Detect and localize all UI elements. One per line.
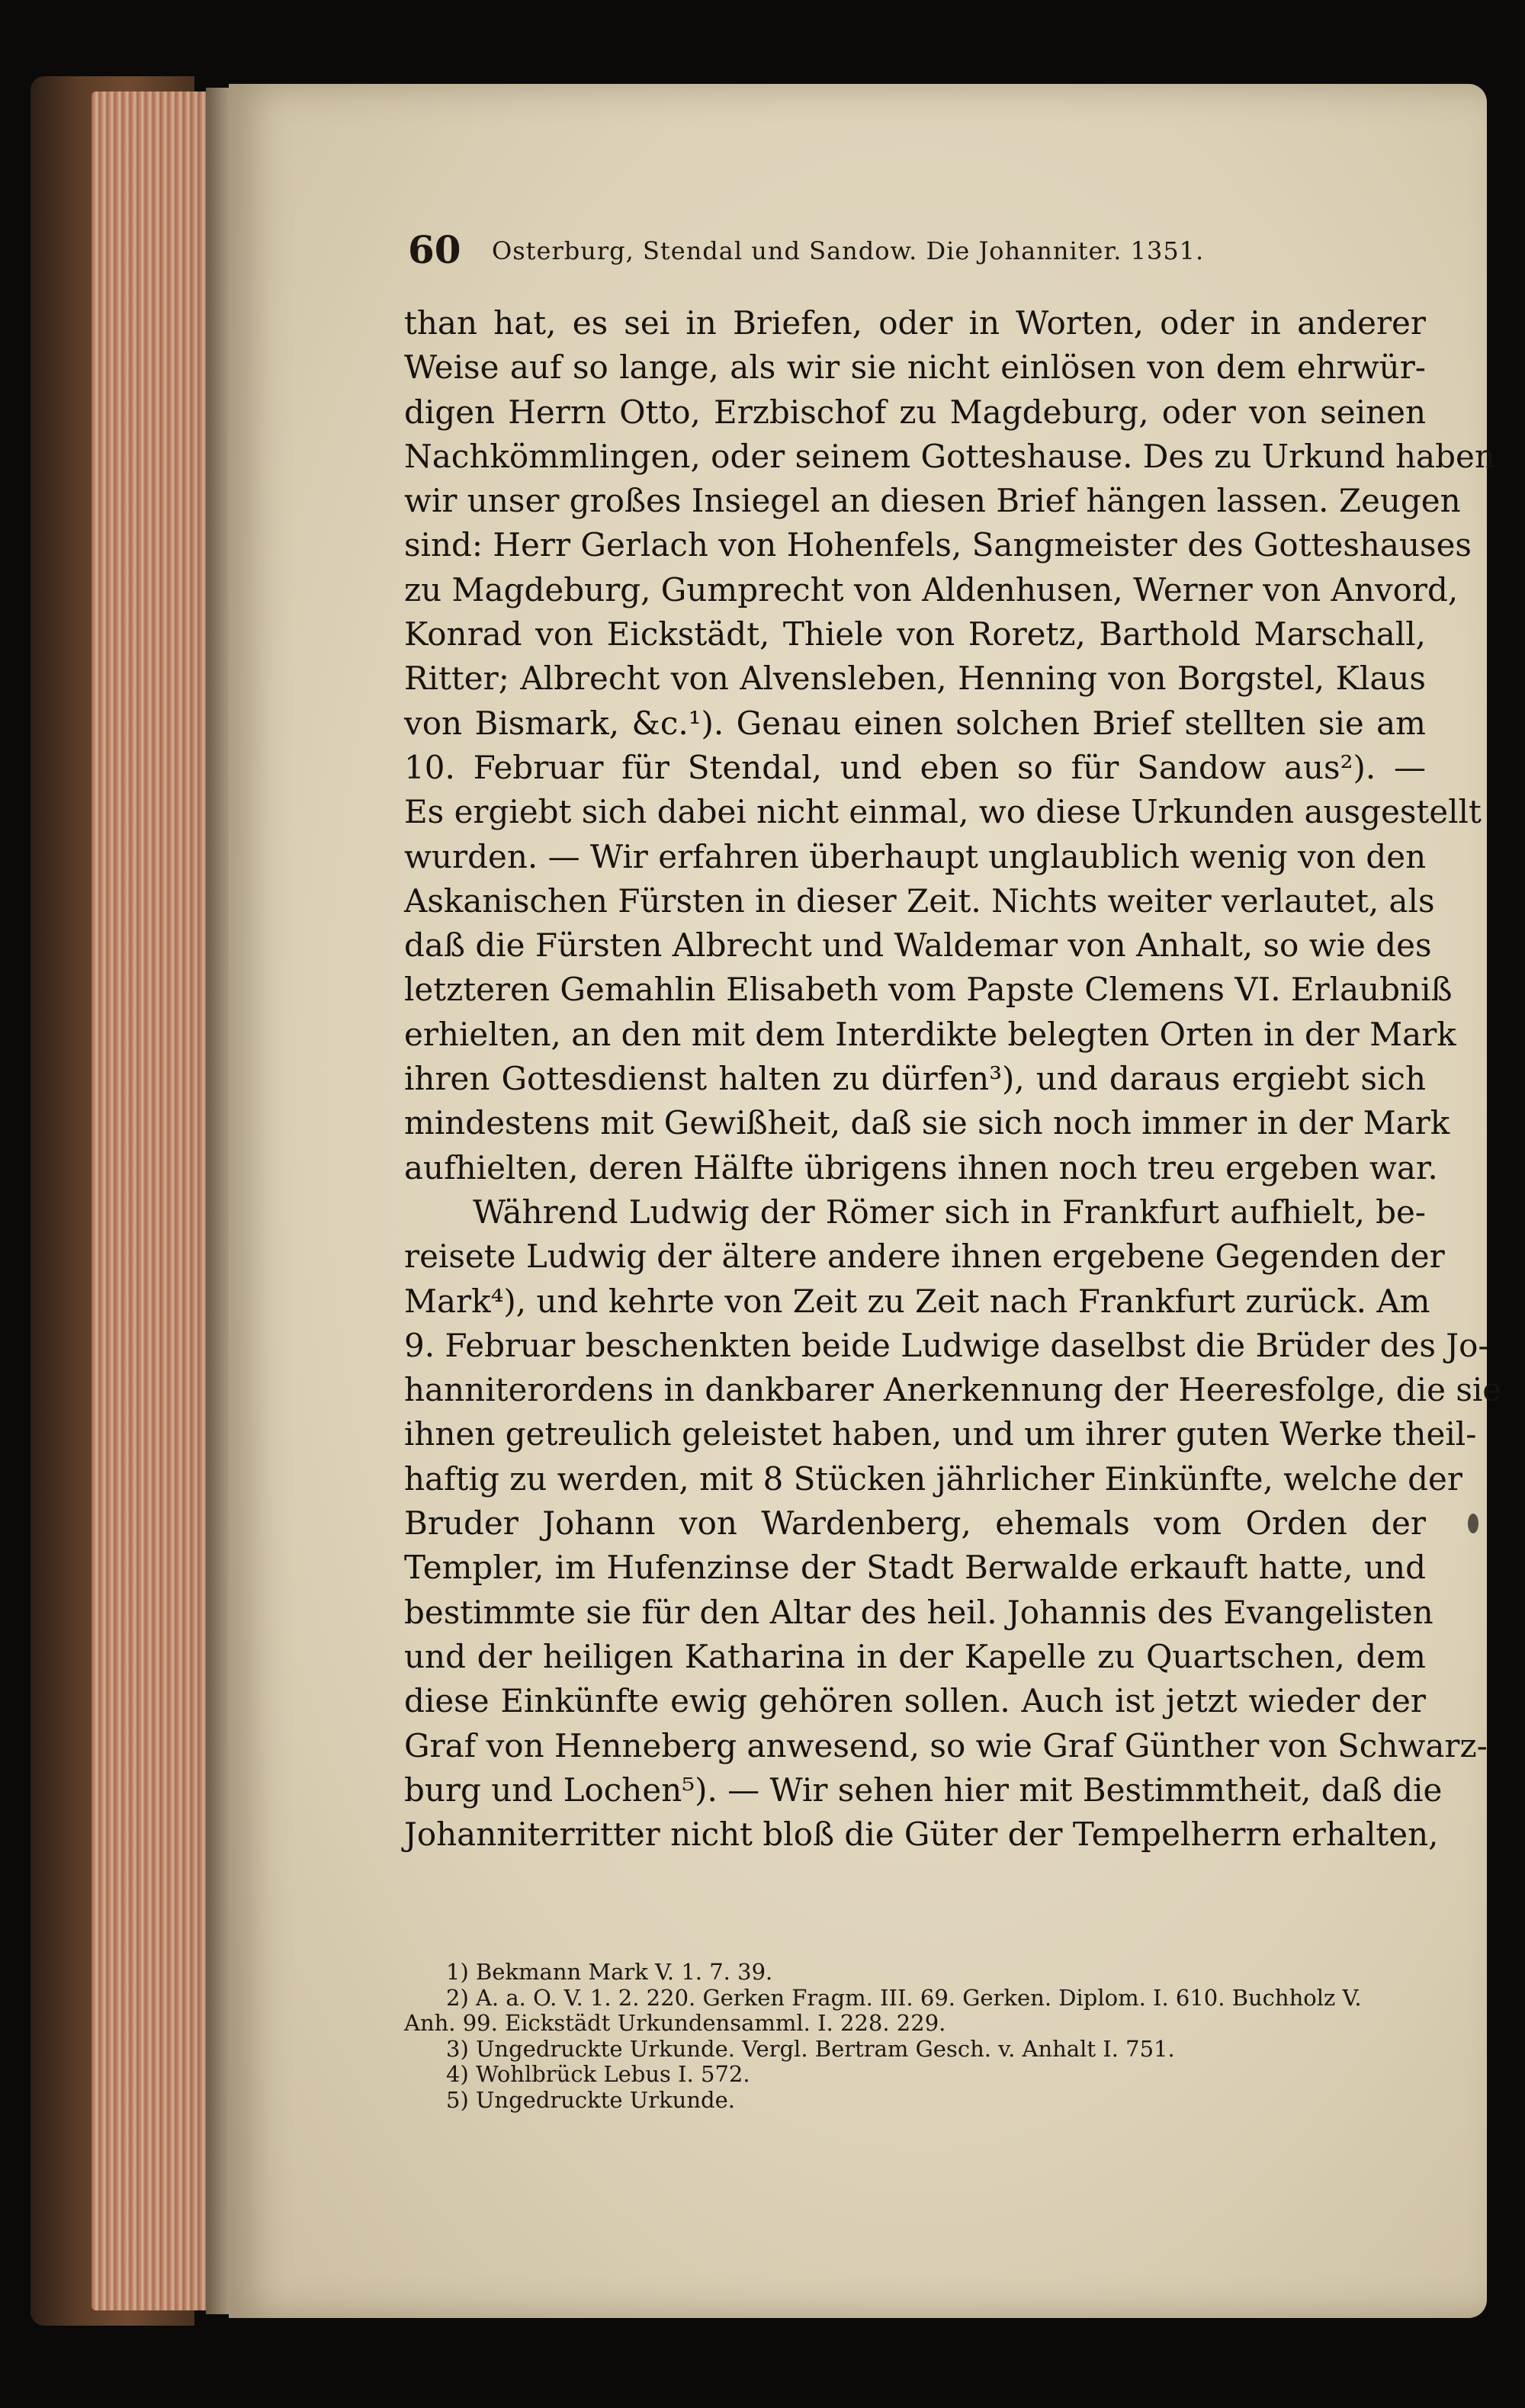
footnotes <box>404 1960 1418 2113</box>
text-line: hanniterordens in dankbarer Anerkennung der Heeresfolge, die sie <box>404 1371 1502 1409</box>
footnote: 2) A. a. O. V. 1. 2. 220. Gerken Fragm. III. 69. Gerken. Diplom. I. 610. Buchholz V. <box>446 1984 1362 2011</box>
text-line: mindestens mit Gewißheit, daß sie sich noch immer in der Mark <box>404 1104 1450 1142</box>
text-line: sind: Herr Gerlach von Hohenfels, Sangmeister des Gotteshauses <box>404 526 1472 564</box>
running-title: Osterburg, Stendal und Sandow. Die Johanniter. 1351. <box>492 236 1205 265</box>
text-line: than hat, es sei in Briefen, oder in Worten, oder in anderer <box>404 304 1426 342</box>
text-line: haftig zu werden, mit 8 Stücken jährlicher Einkünfte, welche der <box>404 1459 1462 1498</box>
text-line: daß die Fürsten Albrecht und Waldemar von Anhalt, so wie des <box>404 926 1432 965</box>
text-line: bestimmte sie für den Altar des heil. Johannis des Evangelisten <box>404 1593 1434 1631</box>
text-line: ihren Gottesdienst halten zu dürfen³), und daraus ergiebt sich <box>404 1060 1426 1098</box>
text-line: 10. Februar für Stendal, und eben so für Sandow aus²). — <box>404 748 1426 786</box>
text-line: erhielten, an den mit dem Interdikte belegten Orten in der Mark <box>404 1015 1456 1053</box>
footnote: 3) Ungedruckte Urkunde. Vergl. Bertram Gesch. v. Anhalt I. 751. <box>446 2035 1175 2062</box>
text-line: wir unser großes Insiegel an diesen Brief hängen lassen. Zeugen <box>404 482 1461 520</box>
text-line: Askanischen Fürsten in dieser Zeit. Nichts weiter verlautet, als <box>404 881 1435 920</box>
footnote-continuation: Anh. 99. Eickstädt Urkundensamml. I. 228. 229. <box>404 2010 946 2036</box>
page-edges <box>92 92 221 2310</box>
page-header <box>408 227 1422 273</box>
footnote: 5) Ungedruckte Urkunde. <box>446 2086 735 2113</box>
text-line: reisete Ludwig der ältere andere ihnen ergebene Gegenden der <box>404 1238 1445 1276</box>
text-line-paragraph-start: Während Ludwig der Römer sich in Frankfurt aufhielt, be- <box>473 1193 1426 1231</box>
text-line: diese Einkünfte ewig gehören sollen. Auch ist jetzt wieder der <box>404 1682 1426 1720</box>
text-line: Templer, im Hufenzinse der Stadt Berwalde erkauft hatte, und <box>404 1549 1426 1587</box>
text-line: Bruder Johann von Wardenberg, ehemals vom Orden der <box>404 1504 1426 1543</box>
text-line: Graf von Henneberg anwesend, so wie Graf Günther von Schwarz- <box>404 1726 1488 1764</box>
text-line: Johanniterritter nicht bloß die Güter der Tempelherrn erhalten, <box>404 1816 1439 1854</box>
text-line: Nachkömmlingen, oder seinem Gotteshause. Des zu Urkund haben <box>404 437 1495 475</box>
text-line: burg und Lochen⁵). — Wir sehen hier mit Bestimmtheit, daß die <box>404 1771 1443 1809</box>
page-number: 60 <box>408 227 461 272</box>
text-line: von Bismark, &c.¹). Genau einen solchen Brief stellten sie am <box>404 704 1426 742</box>
text-line: Ritter; Albrecht von Alvensleben, Henning von Borgstel, Klaus <box>404 660 1426 698</box>
footnote: 1) Bekmann Mark V. 1. 7. 39. <box>446 1959 773 1985</box>
text-line: digen Herrn Otto, Erzbischof zu Magdeburg, oder von seinen <box>404 393 1426 431</box>
footnote: 4) Wohlbrück Lebus I. 572. <box>446 2061 750 2087</box>
text-line: Weise auf so lange, als wir sie nicht einlösen von dem ehrwür- <box>404 348 1426 387</box>
text-line: 9. Februar beschenkten beide Ludwige daselbst die Brüder des Jo- <box>404 1326 1489 1364</box>
text-line: letzteren Gemahlin Elisabeth vom Papste Clemens VI. Erlaubniß <box>404 971 1453 1009</box>
text-line: ihnen getreulich geleistet haben, und um ihrer guten Werke theil- <box>404 1415 1477 1453</box>
text-line: Konrad von Eickstädt, Thiele von Roretz, Barthold Marschall, <box>404 615 1426 653</box>
body-text <box>404 301 1502 1857</box>
text-line: wurden. — Wir erfahren überhaupt unglaublich wenig von den <box>404 837 1427 875</box>
page-mark <box>1468 1514 1478 1533</box>
text-line: aufhielten, deren Hälfte übrigens ihnen noch treu ergeben war. <box>404 1148 1438 1186</box>
text-line: und der heiligen Katharina in der Kapelle zu Quartschen, dem <box>404 1637 1426 1675</box>
text-line: zu Magdeburg, Gumprecht von Aldenhusen, Werner von Anvord, <box>404 570 1459 608</box>
text-line: Mark⁴), und kehrte von Zeit zu Zeit nach Frankfurt zurück. Am <box>404 1282 1430 1320</box>
text-line: Es ergiebt sich dabei nicht einmal, wo diese Urkunden ausgestellt <box>404 793 1482 831</box>
